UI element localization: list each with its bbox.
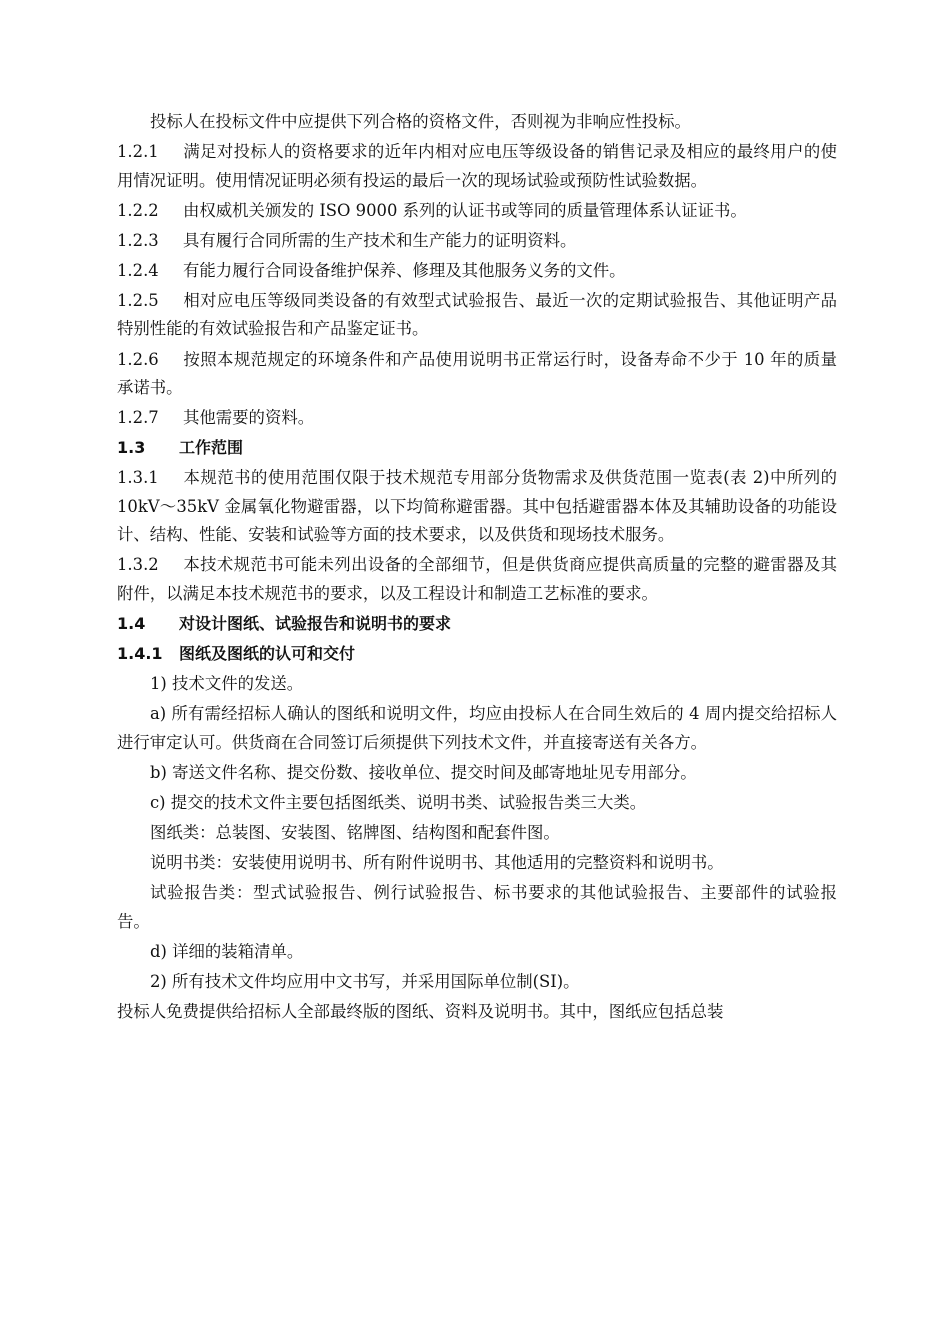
section-number: 1.4 bbox=[117, 614, 146, 634]
section-heading-1-4 bbox=[117, 610, 837, 639]
paragraph-language-units: 2) 所有技术文件均应用中文书写，并采用国际单位制(SI)。 bbox=[150, 971, 580, 991]
clause-number: 1.2.4 bbox=[117, 260, 159, 280]
paragraph-item-d: d) 详细的装箱清单。 bbox=[150, 941, 304, 961]
paragraph-item-b: b) 寄送文件名称、提交份数、接收单位、提交时间及邮寄地址见专用部分。 bbox=[150, 762, 697, 782]
paragraph-drawings: 图纸类：总装图、安装图、铭牌图、结构图和配套件图。 bbox=[150, 823, 560, 843]
clause-number: 1.2.7 bbox=[117, 408, 159, 428]
clause-number: 1.2.3 bbox=[117, 230, 159, 250]
clause-number: 1.2.6 bbox=[117, 349, 159, 369]
clause-number: 1.3.1 bbox=[117, 468, 159, 488]
intro-paragraph: 投标人在投标文件中应提供下列合格的资格文件，否则视为非响应性投标。 bbox=[150, 112, 691, 131]
clause-1-2-6 bbox=[117, 346, 837, 403]
paragraph-item-a: a) 所有需经招标人确认的图纸和说明文件，均应由投标人在合同生效后的 4 周内提交给招标人进行审定认可。供货商在合同签订后须提供下列技术文件，并直接寄送有关各方。 bbox=[117, 704, 837, 752]
clause-number: 1.2.5 bbox=[117, 290, 159, 310]
closing-paragraph: 投标人免费提供给招标人全部最终版的图纸、资料及说明书。其中，图纸应包括总装 bbox=[117, 1002, 724, 1022]
section-title: 对设计图纸、试验报告和说明书的要求 bbox=[179, 614, 452, 634]
document-body bbox=[117, 108, 837, 1028]
clause-1-2-4 bbox=[117, 257, 837, 286]
paragraph-manuals: 说明书类：安装使用说明书、所有附件说明书、其他适用的完整资料和说明书。 bbox=[150, 853, 724, 873]
clause-text: 本技术规范书可能未列出设备的全部细节，但是供货商应提供高质量的完整的避雷器及其附件，以满足本技术规范书的要求，以及工程设计和制造工艺标准的要求。 bbox=[117, 555, 837, 603]
clause-1-3-1 bbox=[117, 464, 837, 550]
clause-text: 本规范书的使用范围仅限于技术规范专用部分货物需求及供货范围一览表(表 2)中所列的 10kV～35kV 金属氧化物避雷器，以下均简称避雷器。其中包括避雷器本体及其辅助设备的功能设计、结构、性能、安装和试验等方面的技术要求，以及供货和现场技术服务。 bbox=[117, 468, 837, 545]
clause-1-2-3 bbox=[117, 227, 837, 256]
clause-text: 由权威机关颁发的 ISO 9000 系列的认证书或等同的质量管理体系认证证书。 bbox=[183, 200, 747, 220]
clause-text: 按照本规范规定的环境条件和产品使用说明书正常运行时，设备寿命不少于 10 年的质量承诺书。 bbox=[117, 349, 837, 398]
clause-1-2-1 bbox=[117, 138, 837, 195]
clause-text: 其他需要的资料。 bbox=[183, 408, 315, 428]
clause-1-2-5 bbox=[117, 287, 837, 344]
section-number: 1.3 bbox=[117, 438, 146, 458]
clause-text: 有能力履行合同设备维护保养、修理及其他服务义务的文件。 bbox=[183, 260, 626, 280]
section-title: 图纸及图纸的认可和交付 bbox=[179, 644, 356, 664]
section-number: 1.4.1 bbox=[117, 644, 163, 664]
clause-number: 1.2.1 bbox=[117, 142, 159, 162]
clause-1-3-2 bbox=[117, 551, 837, 608]
clause-text: 具有履行合同所需的生产技术和生产能力的证明资料。 bbox=[183, 230, 577, 250]
paragraph-test-reports: 试验报告类：型式试验报告、例行试验报告、标书要求的其他试验报告、主要部件的试验报告。 bbox=[117, 883, 837, 931]
section-heading-1-3 bbox=[117, 434, 837, 463]
clause-number: 1.3.2 bbox=[117, 555, 159, 575]
clause-1-2-7 bbox=[117, 404, 837, 433]
section-title: 工作范围 bbox=[179, 438, 244, 458]
clause-number: 1.2.2 bbox=[117, 200, 159, 220]
section-heading-1-4-1 bbox=[117, 640, 837, 669]
clause-text: 满足对投标人的资格要求的近年内相对应电压等级设备的销售记录及相应的最终用户的使用情况证明。使用情况证明必须有投运的最后一次的现场试验或预防性试验数据。 bbox=[117, 142, 837, 190]
clause-1-2-2 bbox=[117, 197, 837, 226]
clause-text: 相对应电压等级同类设备的有效型式试验报告、最近一次的定期试验报告、其他证明产品特别性能的有效试验报告和产品鉴定证书。 bbox=[117, 290, 837, 339]
paragraph-tech-docs-sending: 1) 技术文件的发送。 bbox=[150, 674, 304, 694]
paragraph-item-c: c) 提交的技术文件主要包括图纸类、说明书类、试验报告类三大类。 bbox=[150, 793, 647, 812]
